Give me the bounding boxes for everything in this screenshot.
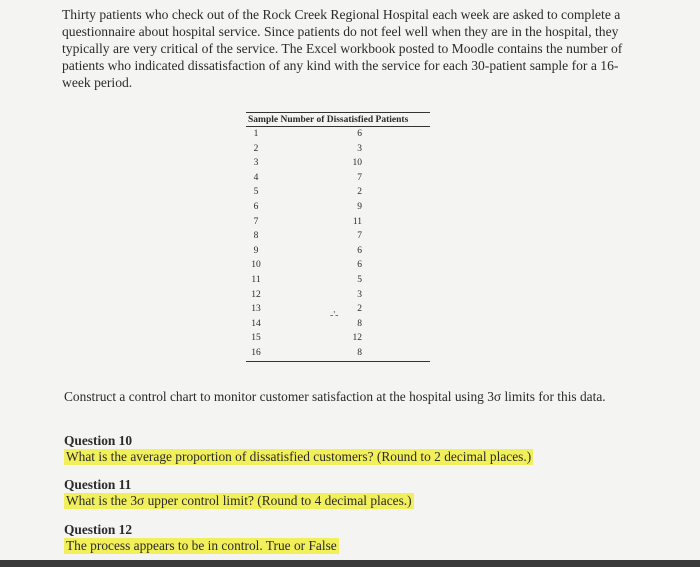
dissatisfied-count-cell: 6 xyxy=(357,129,362,139)
sample-number-cell: 9 xyxy=(253,245,259,256)
dissatisfied-count-cell: 11 xyxy=(352,216,362,227)
table-row xyxy=(246,142,430,157)
question-10 xyxy=(64,433,533,465)
table-row xyxy=(246,185,430,200)
sample-number-cell: 16 xyxy=(246,346,266,361)
table-header: Sample Number of Dissatisfied Patients xyxy=(246,113,430,127)
dissatisfied-count-cell: 10 xyxy=(352,158,362,169)
question-title: Question 12 xyxy=(64,522,133,537)
sample-number-cell: 12 xyxy=(251,289,261,300)
sample-number-cell: 3 xyxy=(253,158,259,169)
sample-number-cell: 1 xyxy=(253,129,259,139)
sample-number-cell: 14 xyxy=(251,318,261,329)
sample-number-cell: 11 xyxy=(251,274,261,285)
table-row xyxy=(246,200,430,215)
dissatisfied-count-cell: 6 xyxy=(357,245,362,256)
table-row xyxy=(246,171,430,186)
table-row xyxy=(246,258,430,273)
question-text: What is the 3σ upper control limit? (Round to 4 decimal places.) xyxy=(66,493,412,508)
sample-number-cell: 8 xyxy=(253,231,259,242)
dissatisfied-count-cell: 7 xyxy=(357,231,362,242)
instruction-text: Construct a control chart to monitor customer satisfaction at the hospital using 3σ limits for this data. xyxy=(64,389,606,404)
dissatisfied-count-cell: 9 xyxy=(357,201,362,212)
dissatisfied-count-cell: 3 xyxy=(357,289,362,300)
sample-number-cell: 5 xyxy=(253,187,259,198)
sample-number-cell: 15 xyxy=(251,333,261,344)
table-row xyxy=(246,229,430,244)
sample-number-cell: 4 xyxy=(253,172,259,183)
dissatisfied-count-cell: 6 xyxy=(357,260,362,271)
table-row xyxy=(246,331,430,346)
cursor-mark: -'- xyxy=(330,310,339,321)
dissatisfied-count-cell: 7 xyxy=(357,172,362,183)
intro-paragraph: Thirty patients who check out of the Rock Creek Regional Hospital each week are asked to complete a questionnaire about hospital service. Since patients do not feel well when they are in the hospital, they typically are very critical of the service. The Excel workbook posted to Moodle contains the number of patients who indicated dissatisfaction of any kind with the service for each 30-patient sample for a 16-week period. xyxy=(62,7,623,90)
dissatisfied-count-cell: 2 xyxy=(357,304,362,315)
question-text: What is the average proportion of dissatisfied customers? (Round to 2 decimal places.) xyxy=(66,449,532,464)
bottom-edge xyxy=(0,560,700,567)
sample-number-cell: 7 xyxy=(253,216,259,227)
table-row xyxy=(246,156,430,171)
dissatisfied-count-cell: 8 xyxy=(266,346,430,361)
question-title: Question 11 xyxy=(64,477,132,492)
dissatisfied-count-cell: 2 xyxy=(357,187,362,198)
question-title: Question 10 xyxy=(64,433,133,448)
table-row xyxy=(246,215,430,230)
data-table-container xyxy=(246,112,430,362)
dissatisfied-count-cell: 3 xyxy=(357,143,362,154)
sample-number-cell: 10 xyxy=(251,260,261,271)
question-11 xyxy=(64,477,414,509)
dissatisfied-count-cell: 5 xyxy=(357,274,362,285)
table-row xyxy=(246,273,430,288)
table-row xyxy=(246,288,430,303)
sample-number-cell: 2 xyxy=(253,143,259,154)
table-row xyxy=(246,244,430,259)
table-row xyxy=(246,127,430,142)
dissatisfied-count-cell: 12 xyxy=(352,333,362,344)
table-row xyxy=(246,346,430,361)
dissatisfied-count-cell: 8 xyxy=(357,318,362,329)
question-12 xyxy=(64,522,339,554)
dissatisfied-patients-table xyxy=(246,112,430,362)
question-text: The process appears to be in control. True or False xyxy=(66,538,337,553)
sample-number-cell: 13 xyxy=(251,304,261,315)
sample-number-cell: 6 xyxy=(253,201,259,212)
